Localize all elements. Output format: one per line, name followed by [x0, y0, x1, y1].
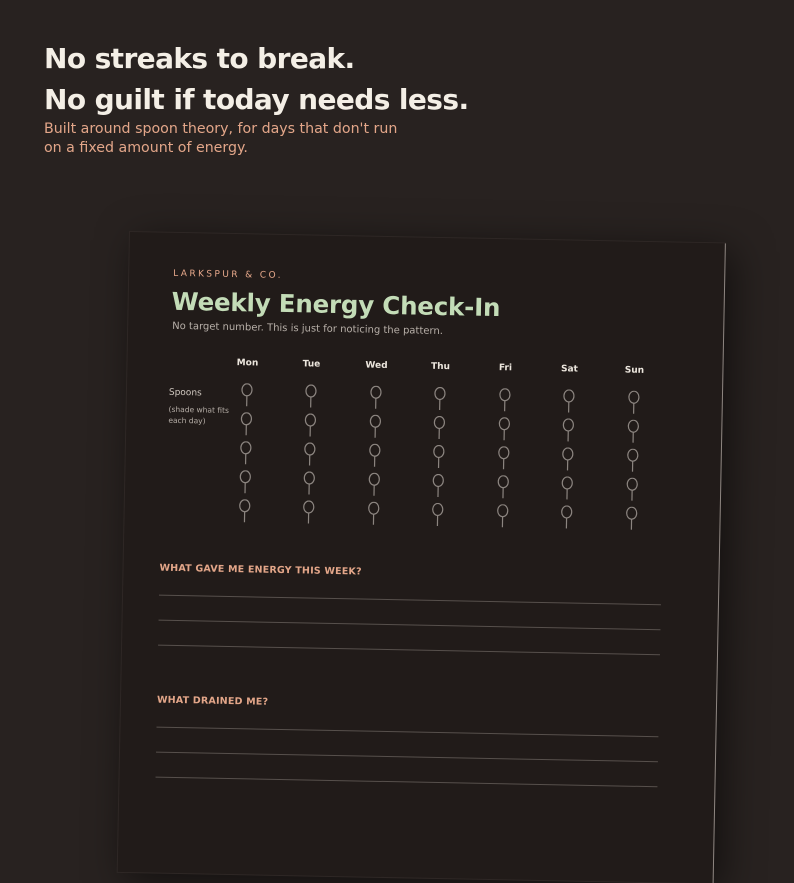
brand-name: LARKSPUR & CO.	[173, 269, 283, 281]
spoon-icon[interactable]	[238, 470, 252, 494]
headline-line-2: No guilt if today needs less.	[44, 79, 468, 120]
worksheet-page	[118, 232, 725, 883]
spoon-icon[interactable]	[562, 389, 576, 413]
day-header-tue: Tue	[291, 359, 331, 370]
spoon-icon[interactable]	[497, 417, 511, 441]
spoon-icon[interactable]	[498, 388, 512, 412]
energy-writing-line[interactable]	[159, 595, 661, 606]
energy-section-heading: WHAT GAVE ME ENERGY THIS WEEK?	[159, 563, 361, 578]
spoon-icon[interactable]	[303, 442, 317, 466]
spoon-icon[interactable]	[433, 387, 447, 411]
spoon-icon[interactable]	[431, 474, 445, 498]
spoon-icon[interactable]	[367, 473, 381, 497]
spoon-icon[interactable]	[432, 416, 446, 440]
day-header-fri: Fri	[485, 363, 525, 374]
spoon-icon[interactable]	[559, 505, 573, 529]
spoon-icon[interactable]	[496, 446, 510, 470]
spoon-icon[interactable]	[561, 418, 575, 442]
spoon-icon[interactable]	[303, 413, 317, 437]
worksheet-subtitle: No target number. This is just for noticing the pattern.	[172, 321, 443, 337]
day-header-sat: Sat	[549, 364, 589, 375]
spoon-icon[interactable]	[626, 420, 640, 444]
spoon-icon[interactable]	[239, 441, 253, 465]
spoon-icon[interactable]	[240, 383, 254, 407]
page-edge	[713, 243, 726, 883]
spoon-icon[interactable]	[496, 475, 510, 499]
spoon-icon[interactable]	[625, 478, 639, 502]
spoon-icon[interactable]	[368, 444, 382, 468]
day-header-mon: Mon	[227, 358, 267, 369]
energy-writing-line[interactable]	[159, 620, 661, 631]
spoon-icon[interactable]	[368, 415, 382, 439]
spoon-icon[interactable]	[495, 504, 509, 528]
spoons-row-label: Spoons	[169, 388, 202, 399]
drained-section-heading: WHAT DRAINED ME?	[157, 695, 268, 708]
spoon-icon[interactable]	[625, 449, 639, 473]
spoon-icon[interactable]	[302, 471, 316, 495]
spoon-icon[interactable]	[239, 412, 253, 436]
spoon-icon[interactable]	[432, 445, 446, 469]
spoon-icon[interactable]	[369, 386, 383, 410]
hero-subtext: Built around spoon theory, for days that don't run on a fixed amount of energy.	[44, 120, 404, 158]
day-header-thu: Thu	[420, 362, 460, 373]
spoons-row-hint: (shade what fits each day)	[168, 404, 234, 427]
headline-line-1: No streaks to break.	[44, 38, 468, 79]
spoon-icon[interactable]	[560, 447, 574, 471]
spoon-icon[interactable]	[237, 499, 251, 523]
spoon-icon[interactable]	[627, 391, 641, 415]
spoon-grid	[130, 232, 725, 243]
headline	[44, 38, 468, 120]
spoon-icon[interactable]	[301, 500, 315, 524]
day-header-sun: Sun	[614, 365, 654, 376]
worksheet-title: Weekly Energy Check-In	[171, 287, 500, 322]
drained-writing-line[interactable]	[156, 777, 658, 788]
energy-writing-line[interactable]	[158, 645, 660, 656]
spoon-icon[interactable]	[624, 507, 638, 531]
spoon-icon[interactable]	[560, 476, 574, 500]
spoon-icon[interactable]	[430, 503, 444, 527]
drained-writing-line[interactable]	[156, 752, 658, 763]
day-header-wed: Wed	[356, 360, 396, 371]
drained-writing-line[interactable]	[156, 727, 658, 738]
spoon-icon[interactable]	[304, 384, 318, 408]
spoon-icon[interactable]	[366, 502, 380, 526]
